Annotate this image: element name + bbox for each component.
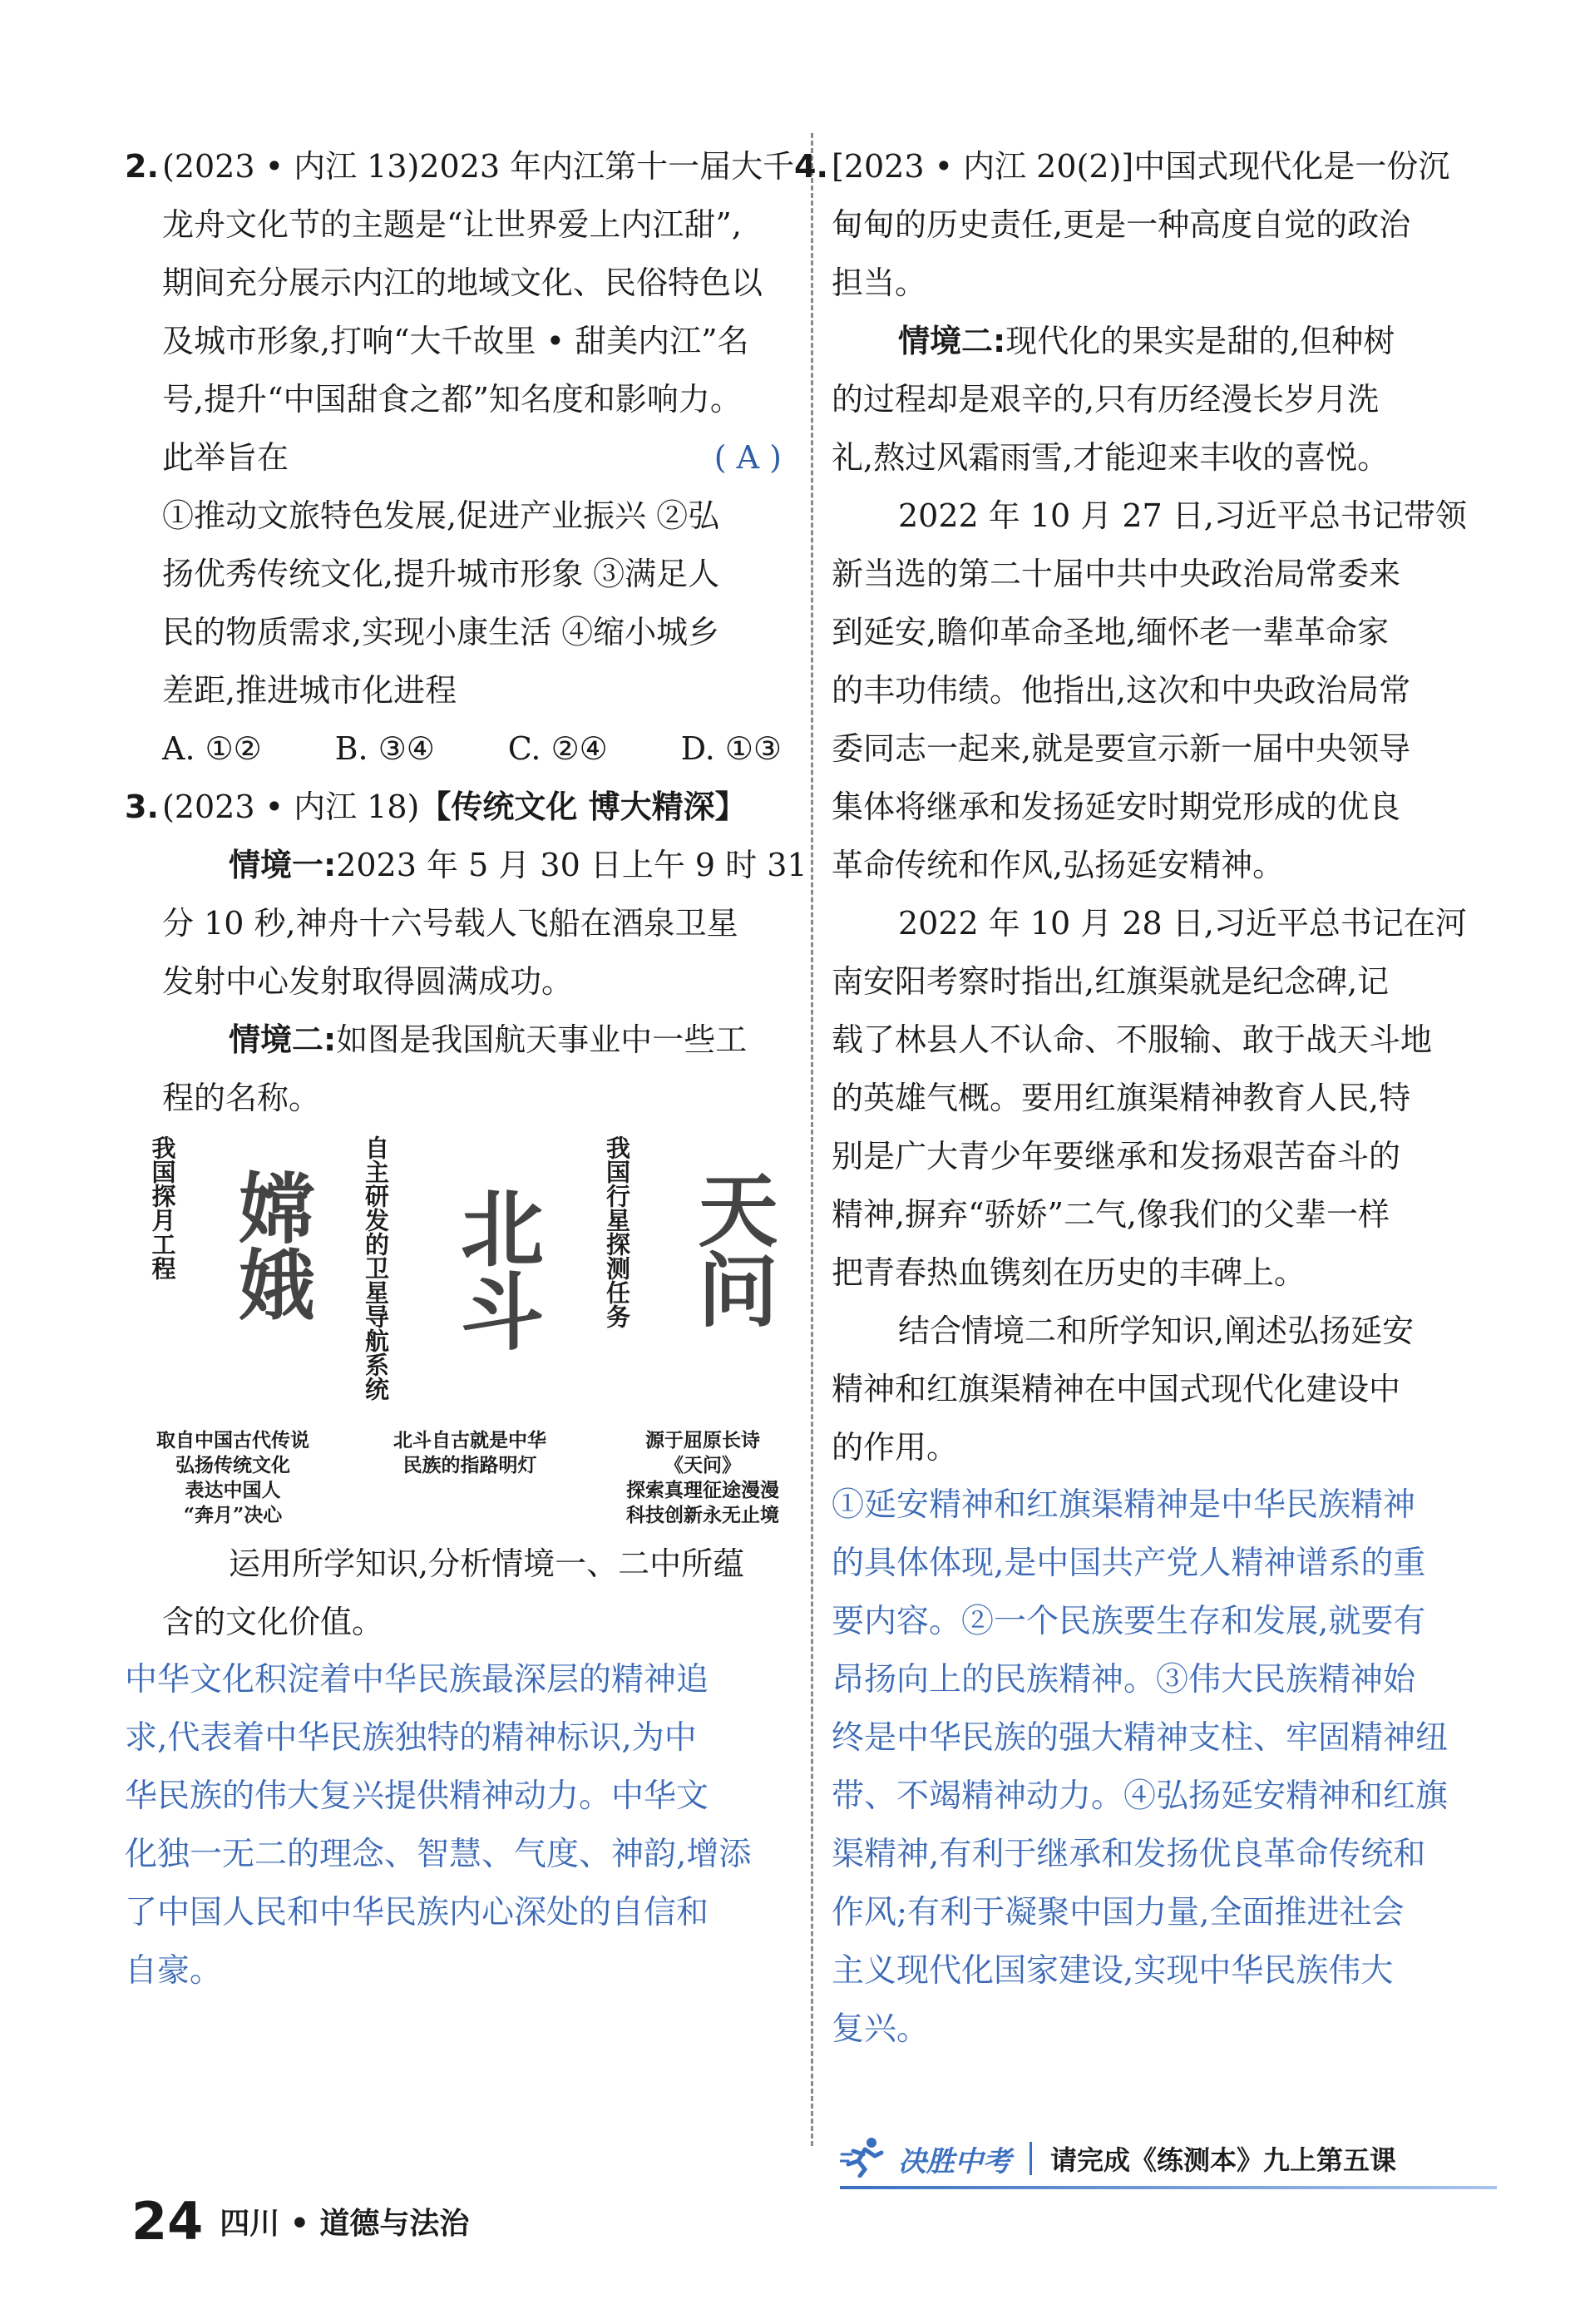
paragraph-line: 新当选的第二十届中共中央政治局常委来 <box>832 556 1401 592</box>
paragraph-line: 集体将继承和发扬延安时期党形成的优良 <box>832 789 1401 825</box>
choice-a: A. ①② <box>162 730 262 767</box>
choice-c: C. ②④ <box>507 730 608 767</box>
choice-d: D. ①③ <box>680 730 782 767</box>
figure-item-beidou <box>362 1135 578 1518</box>
answer-line: 带、不竭精神动力。④弘扬延安精神和红旗 <box>832 1778 1449 1815</box>
big-chars: 天问 <box>685 1169 778 1328</box>
q2-stem-end: 此举旨在 <box>162 439 289 476</box>
q4-ask: 精神和红旗渠精神在中国式现代化建设中 <box>832 1371 1401 1407</box>
q2-line: 期间充分展示内江的地域文化、民俗特色以 <box>162 265 763 301</box>
choice-b: B. ③④ <box>334 730 435 767</box>
page-footer <box>131 2191 470 2252</box>
paragraph-line: 南安阳考察时指出,红旗渠就是纪念碑,记 <box>832 963 1390 1000</box>
q3-source: (2023 • 内江 18) <box>162 789 420 825</box>
paragraph-line: 的丰功伟绩。他指出,这次和中央政治局常 <box>832 672 1411 709</box>
vertical-label: 我国探月工程 <box>148 1135 177 1280</box>
question-number: 2. <box>125 148 159 185</box>
figure-caption: 取自中国古代传说 弘扬传统文化 表达中国人 “奔月”决心 <box>156 1429 309 1526</box>
scenario-2-text: 如图是我国航天事业中一些工 <box>336 1021 748 1058</box>
q2-options-line: 扬优秀传统文化,提升城市形象 ③满足人 <box>162 556 720 592</box>
space-program-figure <box>148 1135 790 1526</box>
answer-line: 终是中华民族的强大精神支柱、牢固精神纽 <box>832 1719 1449 1757</box>
answer-line: 了中国人民和中华民族内心深处的自信和 <box>125 1894 709 1931</box>
answer-line: 渠精神,有利于继承和发扬优良革命传统和 <box>832 1836 1426 1873</box>
answer-line: 求,代表着中华民族独特的精神标识,为中 <box>125 1719 697 1757</box>
answer-line: 昂扬向上的民族精神。③伟大民族精神始 <box>832 1661 1416 1698</box>
figure-item-tianwen <box>595 1135 811 1526</box>
brand-logo-text: 决胜中考 <box>898 2144 1011 2178</box>
footer-note-bar <box>840 2129 1497 2188</box>
answer-line: ①延安精神和红旗渠精神是中华民族精神 <box>832 1486 1416 1524</box>
scenario-2-text: 礼,熬过风霜雨雪,才能迎来丰收的喜悦。 <box>832 439 1390 476</box>
answer-line: 自豪。 <box>125 1952 223 1990</box>
figure-caption: 北斗自古就是中华 民族的指路明灯 <box>393 1429 546 1476</box>
paragraph-line: 委同志一起来,就是要宣示新一届中央领导 <box>832 730 1411 767</box>
q4-ask: 的作用。 <box>832 1429 959 1466</box>
figure-item-change <box>125 1135 341 1526</box>
q2-line: 号,提升“中国甜食之都”知名度和影响力。 <box>162 381 742 418</box>
question-2 <box>125 137 795 778</box>
footer-separator <box>1030 2142 1032 2175</box>
paragraph-line: 到延安,瞻仰革命圣地,缅怀老一辈革命家 <box>832 614 1390 650</box>
scenario-2-label: 情境二: <box>898 323 1006 359</box>
q4-ask: 结合情境二和所学知识,阐述弘扬延安 <box>898 1313 1415 1349</box>
vertical-label: 我国行星探测任务 <box>603 1135 631 1328</box>
scenario-1-text: 分 10 秒,神舟十六号载人飞船在酒泉卫星 <box>162 905 738 942</box>
q2-options-line: 差距,推进城市化进程 <box>162 672 457 709</box>
big-chars: 北斗 <box>447 1185 544 1352</box>
scenario-2-label: 情境二: <box>229 1021 337 1058</box>
runner-icon <box>840 2136 890 2181</box>
scenario-2-text: 程的名称。 <box>162 1080 321 1116</box>
vertical-label: 自主研发的卫星导航系统 <box>362 1135 390 1401</box>
q2-line: 龙舟文化节的主题是“让世界爱上内江甜”, <box>162 206 742 243</box>
q3-topic: 【传统文化 博大精深】 <box>419 789 747 825</box>
answer-line: 中华文化积淀着中华民族最深层的精神追 <box>125 1661 709 1698</box>
q3-ask: 运用所学知识,分析情境一、二中所蕴 <box>229 1545 745 1582</box>
paragraph-line: 精神,摒弃“骄娇”二气,像我们的父辈一样 <box>832 1196 1390 1233</box>
q3-ask: 含的文化价值。 <box>162 1604 384 1640</box>
right-column <box>794 137 1497 2059</box>
q4-line: [2023 • 内江 20(2)]中国式现代化是一份沉 <box>832 148 1450 185</box>
q2-line: 及城市形象,打响“大千故里 • 甜美内江”名 <box>162 323 749 359</box>
question-number: 4. <box>794 148 828 185</box>
answer-mark: ( A ) <box>713 439 782 476</box>
q2-options-line: 民的物质需求,实现小康生活 ④缩小城乡 <box>162 614 720 650</box>
left-column <box>125 137 807 2000</box>
q2-options-line: ①推动文旅特色发展,促进产业振兴 ②弘 <box>162 497 720 534</box>
paragraph-line: 革命传统和作风,弘扬延安精神。 <box>832 847 1285 883</box>
question-3 <box>125 778 807 1651</box>
big-chars: 嫦娥 <box>226 1169 315 1322</box>
scenario-2-text: 现代化的果实是甜的,但种树 <box>1005 323 1395 359</box>
scenario-1-label: 情境一: <box>229 847 337 883</box>
q2-choices <box>162 719 790 778</box>
page-number: 24 <box>131 2191 204 2252</box>
scenario-1-text: 发射中心发射取得圆满成功。 <box>162 963 574 1000</box>
q4-line: 担当。 <box>832 265 927 301</box>
paragraph-line: 的英雄气概。要用红旗渠精神教育人民,特 <box>832 1080 1411 1116</box>
answer-line: 要内容。②一个民族要生存和发展,就要有 <box>832 1603 1426 1640</box>
figure-caption: 源于屈原长诗 《天问》 探索真理征途漫漫 科技创新永无止境 <box>626 1429 779 1526</box>
question-4 <box>794 137 1497 1476</box>
answer-line: 主义现代化国家建设,实现中华民族伟大 <box>832 1952 1394 1990</box>
paragraph-line: 2022 年 10 月 28 日,习近平总书记在河 <box>898 905 1467 942</box>
question-number: 3. <box>125 789 159 825</box>
q3-answer <box>125 1651 790 2000</box>
paragraph-line: 别是广大青少年要继承和发扬艰苦奋斗的 <box>832 1138 1401 1174</box>
book-title: 四川 • 道德与法治 <box>220 2207 470 2241</box>
footer-note: 请完成《练测本》九上第五课 <box>1050 2144 1397 2176</box>
paragraph-line: 载了林县人不认命、不服输、敢于战天斗地 <box>832 1021 1433 1058</box>
answer-line: 作风;有利于凝聚中国力量,全面推进社会 <box>832 1894 1405 1931</box>
q4-answer <box>832 1476 1497 2059</box>
footer-rule <box>840 2186 1497 2189</box>
answer-line: 复兴。 <box>832 2010 930 2048</box>
paragraph-line: 把青春热血镌刻在历史的丰碑上。 <box>832 1254 1306 1291</box>
answer-line: 华民族的伟大复兴提供精神动力。中华文 <box>125 1778 709 1815</box>
scenario-1-text: 2023 年 5 月 30 日上午 9 时 31 <box>336 847 807 883</box>
q4-line: 甸甸的历史责任,更是一种高度自觉的政治 <box>832 206 1411 243</box>
scenario-2-text: 的过程却是艰辛的,只有历经漫长岁月洗 <box>832 381 1380 418</box>
answer-line: 化独一无二的理念、智慧、气度、神韵,增添 <box>125 1836 752 1873</box>
q2-line: (2023 • 内江 13)2023 年内江第十一届大千 <box>162 148 795 185</box>
answer-line: 的具体体现,是中国共产党人精神谱系的重 <box>832 1545 1426 1582</box>
paragraph-line: 2022 年 10 月 27 日,习近平总书记带领 <box>898 497 1467 534</box>
